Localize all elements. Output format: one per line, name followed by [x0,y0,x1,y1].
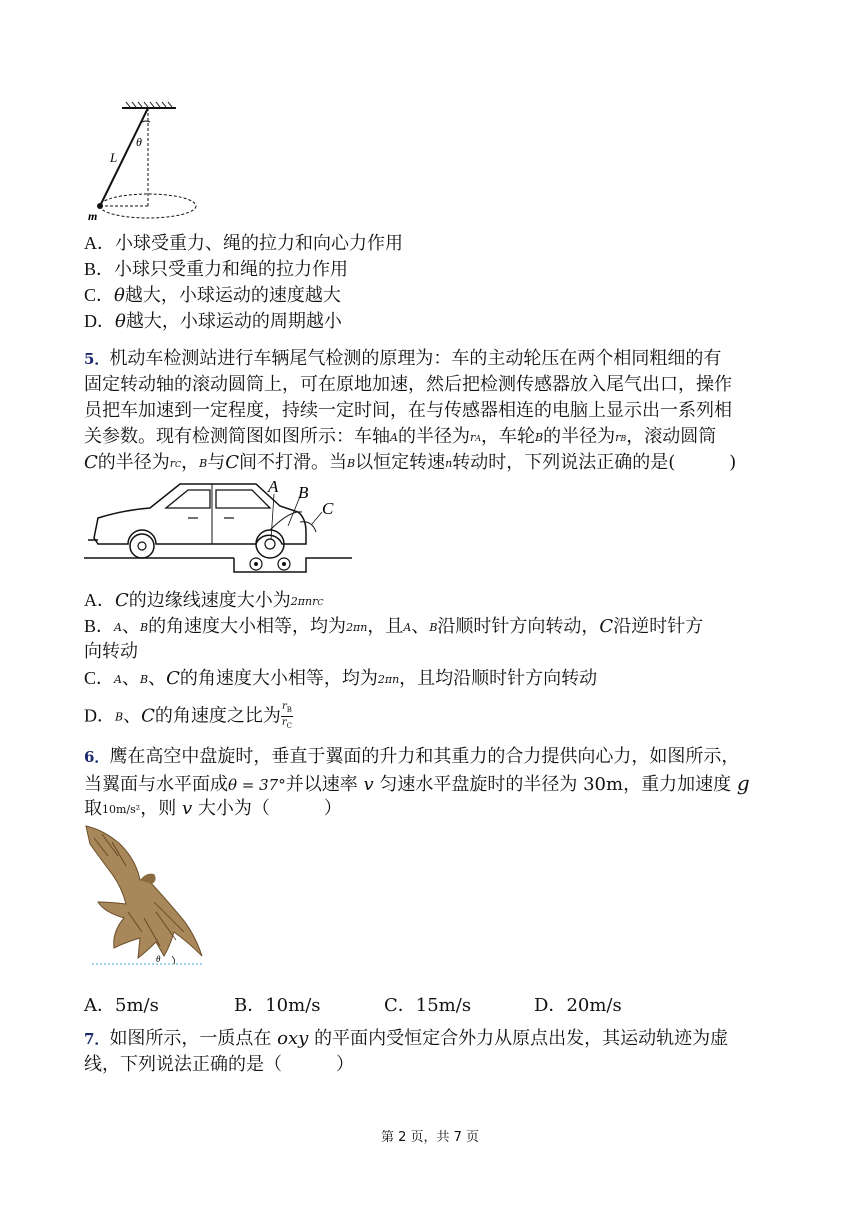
q6-option-c: C．15m/s [384,995,472,1016]
q5-stem-line5: C的半径为$r_C$，B与C间不打滑。当B以恒定转速n转动时，下列说法正确的是( ) [84,452,737,473]
q4-option-d: D．θ越大，小球运动的周期越小 [84,311,342,332]
q4-option-c: C．θ越大，小球运动的速度越大 [84,285,341,306]
q5-option-b-line2: 向转动 [84,641,138,662]
q4-option-a: A．小球受重力、绳的拉力和向心力作用 [84,233,403,254]
q5-option-b-line1: B．A、B的角速度大小相等，均为2πn，且A、B沿顺时针方向转动，C沿逆时针方 [84,616,704,637]
q7-number: 7． [84,1030,110,1048]
q7-stem-line1: 7．如图所示，一质点在 oxy 的平面内受恒定合外力从原点出发，其运动轨迹为虚 [84,1028,729,1049]
q6-option-a: A．5m/s [84,995,159,1016]
length-label: L [110,150,118,165]
q6-number: 6． [84,748,110,766]
q5-option-d: D．B、C的角速度之比为 $\frac{r_B}{r_C}$ [84,701,293,730]
q7-stem-line2: 线，下列说法正确的是（ ） [84,1054,354,1075]
q5-stem-line2: 固定转动轴的滚动圆筒上，可在原地加速，然后把检测传感器放入尾气出口，操作 [84,374,732,395]
ratio-fraction: $\frac{r_B}{r_C}$ [281,701,293,730]
q6-option-d: D．20m/s [534,995,622,1016]
q6-option-b: B．10m/s [234,995,321,1016]
car-test-figure [84,474,354,580]
theta-label: θ [136,135,142,149]
q6-stem-line1: 6．鹰在高空中盘旋时，垂直于翼面的升力和其重力的合力提供向心力，如图所示， [84,746,740,767]
q5-stem-line1: 5．机动车检测站进行车辆尾气检测的原理为：车的主动轮压在两个相同粗细的有 [84,348,722,369]
q6-stem-line2: 当翼面与水平面成θ = 37°并以速率 v 匀速水平盘旋时的半径为 30m，重力加速度 g [84,771,750,795]
label-c: C [322,499,334,518]
label-b: B [298,483,309,502]
page-footer: 第 2 页，共 7 页 [380,1130,480,1145]
q5-stem-line4: 关参数。现有检测简图如图所示：车轴A的半径为$r_A$，车轮B的半径为$r_B$，滚动圆筒 [84,426,717,447]
mass-label: m [88,209,98,223]
q5-number: 5． [84,350,110,368]
conical-pendulum-figure [84,100,204,224]
label-a: A [268,477,279,496]
q5-option-a: A．C的边缘线速度大小为2πnr$_C$ [84,590,324,611]
eagle-figure [84,822,210,970]
q5-stem-line3: 员把车加速到一定程度，持续一定时间，在与传感器相连的电脑上显示出一系列相 [84,400,732,421]
q5-option-c: C．A、B、C的角速度大小相等，均为2πn，且均沿顺时针方向转动 [84,668,598,689]
q6-options [84,993,684,1019]
q6-stem-line3: 取10m/s²，则 v 大小为（ ） [84,798,342,819]
q4-option-b: B．小球只受重力和绳的拉力作用 [84,259,349,280]
eagle-theta-label: θ [156,954,161,964]
